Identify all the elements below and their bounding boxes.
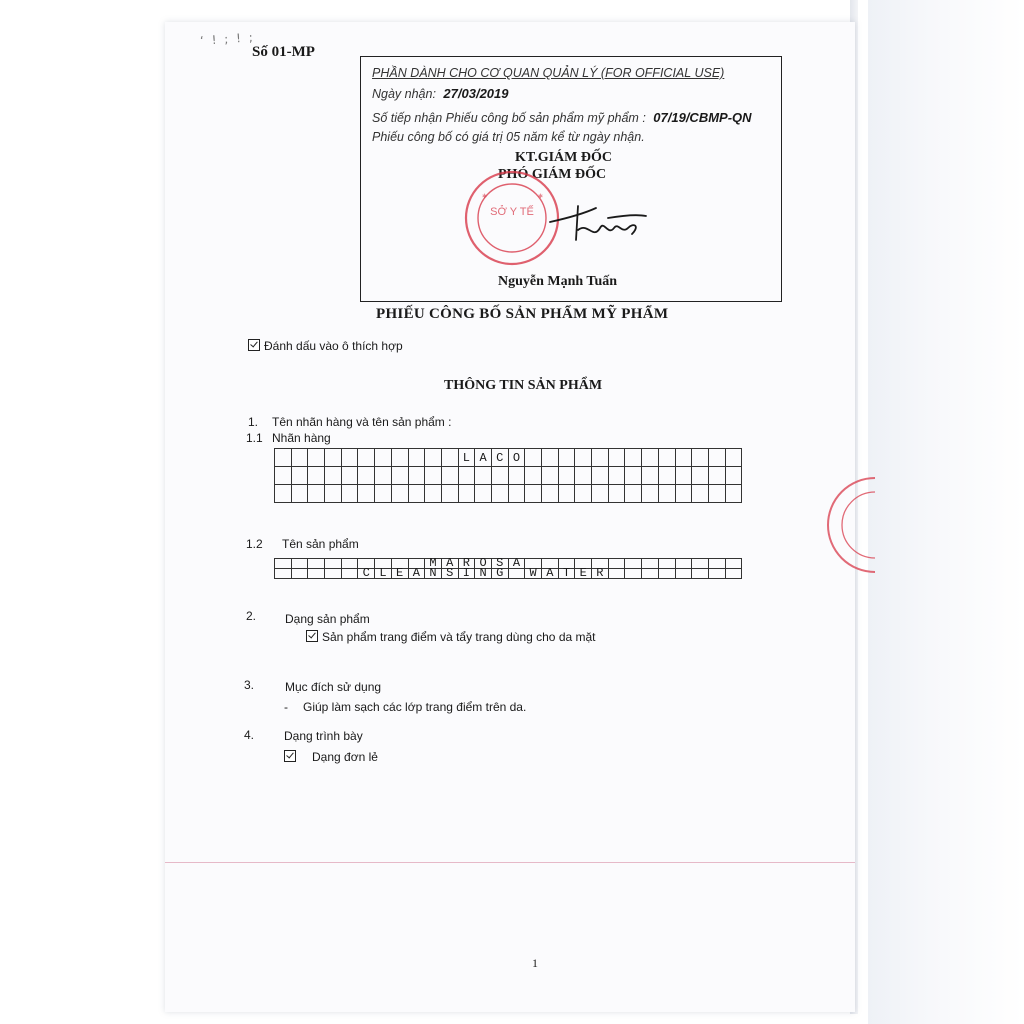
- grid-cell: [291, 449, 308, 467]
- grid-cell: [675, 485, 692, 503]
- grid-cell: [542, 467, 559, 485]
- grid-cell: [592, 449, 609, 467]
- page-number: 1: [532, 956, 538, 970]
- checkbox-icon: [306, 630, 318, 642]
- presentation-value: Dạng đơn lẻ: [312, 750, 378, 764]
- grid-cell: [658, 569, 675, 579]
- item-label-product-type: Dạng sản phẩm: [285, 612, 370, 626]
- item-number: 4.: [244, 728, 255, 742]
- grid-cell: [558, 485, 575, 503]
- grid-cell: [642, 485, 659, 503]
- checkbox-icon: [284, 750, 296, 762]
- grid-cell: O: [508, 449, 525, 467]
- grid-cell: [692, 467, 709, 485]
- grid-cell: [275, 485, 292, 503]
- grid-cell: [358, 485, 375, 503]
- grid-cell: A: [441, 559, 458, 569]
- item-number: 2.: [246, 609, 257, 623]
- validity-note: Phiếu công bố có giá trị 05 năm kể từ ngày nhận.: [372, 130, 645, 144]
- product-type-option: [306, 630, 596, 644]
- document-title: PHIẾU CÔNG BỐ SẢN PHẨM MỸ PHẨM: [376, 306, 669, 322]
- grid-cell: [425, 467, 442, 485]
- grid-cell: O: [475, 559, 492, 569]
- grid-cell: [558, 449, 575, 467]
- grid-cell: [408, 449, 425, 467]
- grid-cell: [608, 569, 625, 579]
- grid-cell: [441, 449, 458, 467]
- grid-cell: [341, 449, 358, 467]
- grid-cell: [725, 569, 742, 579]
- grid-cell: E: [575, 569, 592, 579]
- grid-cell: [308, 559, 325, 569]
- grid-cell: [308, 569, 325, 579]
- grid-cell: [658, 449, 675, 467]
- grid-cell: [542, 449, 559, 467]
- grid-cell: [708, 569, 725, 579]
- grid-cell: [642, 449, 659, 467]
- grid-cell: [625, 569, 642, 579]
- stamp-text: SỞ Y TẾ: [490, 206, 534, 218]
- grid-cell: [375, 467, 392, 485]
- grid-cell: S: [441, 569, 458, 579]
- grid-cell: N: [475, 569, 492, 579]
- item-number: 3.: [244, 678, 255, 692]
- grid-cell: [508, 467, 525, 485]
- grid-cell: [625, 467, 642, 485]
- grid-cell: [341, 467, 358, 485]
- grid-cell: [325, 569, 342, 579]
- purpose-bullet: -: [284, 700, 288, 714]
- grid-cell: [291, 485, 308, 503]
- grid-cell: [425, 485, 442, 503]
- authority-subtitle: PHÓ GIÁM ĐỐC: [498, 167, 607, 182]
- grid-cell: [458, 467, 475, 485]
- item-number: 1.1: [246, 431, 263, 445]
- grid-cell: [608, 467, 625, 485]
- form-code: Số 01-MP: [252, 44, 315, 60]
- grid-cell: [658, 467, 675, 485]
- item-label-product-name: Tên sản phẩm: [282, 537, 359, 551]
- grid-cell: [525, 485, 542, 503]
- grid-cell: [391, 485, 408, 503]
- grid-cell: [642, 467, 659, 485]
- grid-cell: [675, 467, 692, 485]
- grid-cell: [341, 559, 358, 569]
- brand-name-grid: [274, 448, 742, 503]
- grid-cell: [308, 485, 325, 503]
- grid-cell: L: [458, 449, 475, 467]
- grid-cell: [291, 569, 308, 579]
- grid-cell: E: [391, 569, 408, 579]
- grid-cell: [592, 467, 609, 485]
- official-box-title: PHẦN DÀNH CHO CƠ QUAN QUẢN LÝ (FOR OFFICIAL USE): [372, 66, 725, 80]
- grid-cell: [425, 449, 442, 467]
- grid-cell: A: [542, 569, 559, 579]
- grid-cell: [542, 485, 559, 503]
- grid-cell: G: [491, 569, 508, 579]
- grid-cell: [408, 485, 425, 503]
- grid-cell: A: [475, 449, 492, 467]
- grid-cell: [508, 485, 525, 503]
- grid-cell: [692, 485, 709, 503]
- grid-cell: W: [525, 569, 542, 579]
- grid-cell: [491, 485, 508, 503]
- grid-cell: [341, 485, 358, 503]
- grid-cell: [525, 449, 542, 467]
- grid-cell: [642, 569, 659, 579]
- grid-cell: [725, 449, 742, 467]
- background-glare: [868, 0, 1024, 1024]
- registration-number-value: 07/19/CBMP-QN: [653, 110, 752, 125]
- registration-number-row: [372, 110, 752, 125]
- authority-title: KT.GIÁM ĐỐC: [515, 150, 612, 165]
- item-label-brand: Nhãn hàng: [272, 431, 331, 445]
- grid-cell: [375, 485, 392, 503]
- top-scribble: ‘ ! ; ! ;: [199, 30, 256, 48]
- grid-cell: [391, 449, 408, 467]
- grid-cell: [608, 559, 625, 569]
- grid-cell: [375, 449, 392, 467]
- check-instruction: [248, 339, 403, 353]
- grid-cell: [725, 467, 742, 485]
- grid-cell: [325, 449, 342, 467]
- grid-cell: [558, 467, 575, 485]
- grid-cell: [325, 559, 342, 569]
- grid-cell: [625, 485, 642, 503]
- checkbox-icon: [248, 339, 260, 351]
- grid-cell: [708, 449, 725, 467]
- grid-cell: [608, 485, 625, 503]
- check-instruction-text: Đánh dấu vào ô thích hợp: [264, 339, 403, 353]
- grid-cell: R: [592, 569, 609, 579]
- grid-cell: [291, 559, 308, 569]
- grid-cell: C: [491, 449, 508, 467]
- grid-cell: [692, 569, 709, 579]
- svg-text:✱: ✱: [538, 194, 544, 200]
- registration-number-label: Số tiếp nhận Phiếu công bố sản phẩm mỹ phẩm :: [372, 111, 646, 125]
- grid-cell: [325, 485, 342, 503]
- grid-cell: [475, 485, 492, 503]
- grid-cell: [475, 467, 492, 485]
- grid-cell: [275, 449, 292, 467]
- grid-cell: [625, 449, 642, 467]
- grid-cell: [658, 559, 675, 569]
- item-number: 1.: [248, 415, 259, 429]
- grid-cell: [642, 559, 659, 569]
- grid-cell: [308, 467, 325, 485]
- side-stamp-icon: [820, 470, 880, 580]
- grid-cell: [708, 559, 725, 569]
- signer-name: Nguyễn Mạnh Tuấn: [498, 274, 618, 289]
- grid-cell: T: [558, 569, 575, 579]
- grid-cell: I: [458, 569, 475, 579]
- grid-cell: [725, 559, 742, 569]
- grid-cell: [675, 569, 692, 579]
- grid-cell: [575, 485, 592, 503]
- grid-cell: [358, 467, 375, 485]
- grid-cell: [725, 485, 742, 503]
- grid-cell: [275, 467, 292, 485]
- grid-cell: [675, 559, 692, 569]
- presentation-option: [284, 750, 378, 764]
- grid-cell: [291, 467, 308, 485]
- grid-cell: [508, 569, 525, 579]
- item-label-presentation: Dạng trình bày: [284, 729, 363, 743]
- grid-cell: [458, 485, 475, 503]
- signature-icon: [548, 200, 648, 250]
- grid-cell: [575, 467, 592, 485]
- grid-cell: [708, 467, 725, 485]
- grid-cell: C: [358, 569, 375, 579]
- grid-cell: M: [425, 559, 442, 569]
- grid-cell: [692, 559, 709, 569]
- grid-cell: A: [408, 569, 425, 579]
- footer-divider: [165, 862, 855, 863]
- grid-cell: L: [375, 569, 392, 579]
- grid-cell: [391, 467, 408, 485]
- received-date-row: [372, 86, 509, 101]
- grid-cell: [592, 485, 609, 503]
- grid-cell: N: [425, 569, 442, 579]
- grid-cell: [441, 485, 458, 503]
- product-type-value: Sản phẩm trang điểm và tẩy trang dùng cho da mặt: [322, 630, 596, 644]
- grid-cell: [341, 569, 358, 579]
- received-date-value: 27/03/2019: [443, 86, 509, 101]
- grid-cell: [275, 559, 292, 569]
- grid-cell: A: [508, 559, 525, 569]
- section-title: THÔNG TIN SẢN PHẨM: [444, 378, 603, 393]
- product-name-grid: [274, 558, 742, 579]
- official-stamp-icon: [462, 168, 562, 268]
- item-number: 1.2: [246, 537, 263, 551]
- grid-cell: [358, 449, 375, 467]
- grid-cell: [608, 449, 625, 467]
- grid-cell: R: [458, 559, 475, 569]
- received-date-label: Ngày nhận:: [372, 87, 436, 101]
- grid-cell: [658, 485, 675, 503]
- grid-cell: [625, 559, 642, 569]
- grid-cell: [441, 467, 458, 485]
- grid-cell: S: [491, 559, 508, 569]
- purpose-value: Giúp làm sạch các lớp trang điểm trên da.: [303, 700, 527, 714]
- grid-cell: [325, 467, 342, 485]
- svg-text:✱: ✱: [482, 194, 488, 200]
- grid-cell: [275, 569, 292, 579]
- item-label-brand-and-product: Tên nhãn hàng và tên sản phẩm :: [272, 415, 452, 429]
- grid-cell: [308, 449, 325, 467]
- grid-cell: [408, 467, 425, 485]
- grid-cell: [675, 449, 692, 467]
- grid-cell: [575, 449, 592, 467]
- item-label-purpose: Mục đích sử dụng: [285, 680, 382, 694]
- grid-cell: [708, 485, 725, 503]
- grid-cell: [491, 467, 508, 485]
- grid-cell: [692, 449, 709, 467]
- grid-cell: [525, 467, 542, 485]
